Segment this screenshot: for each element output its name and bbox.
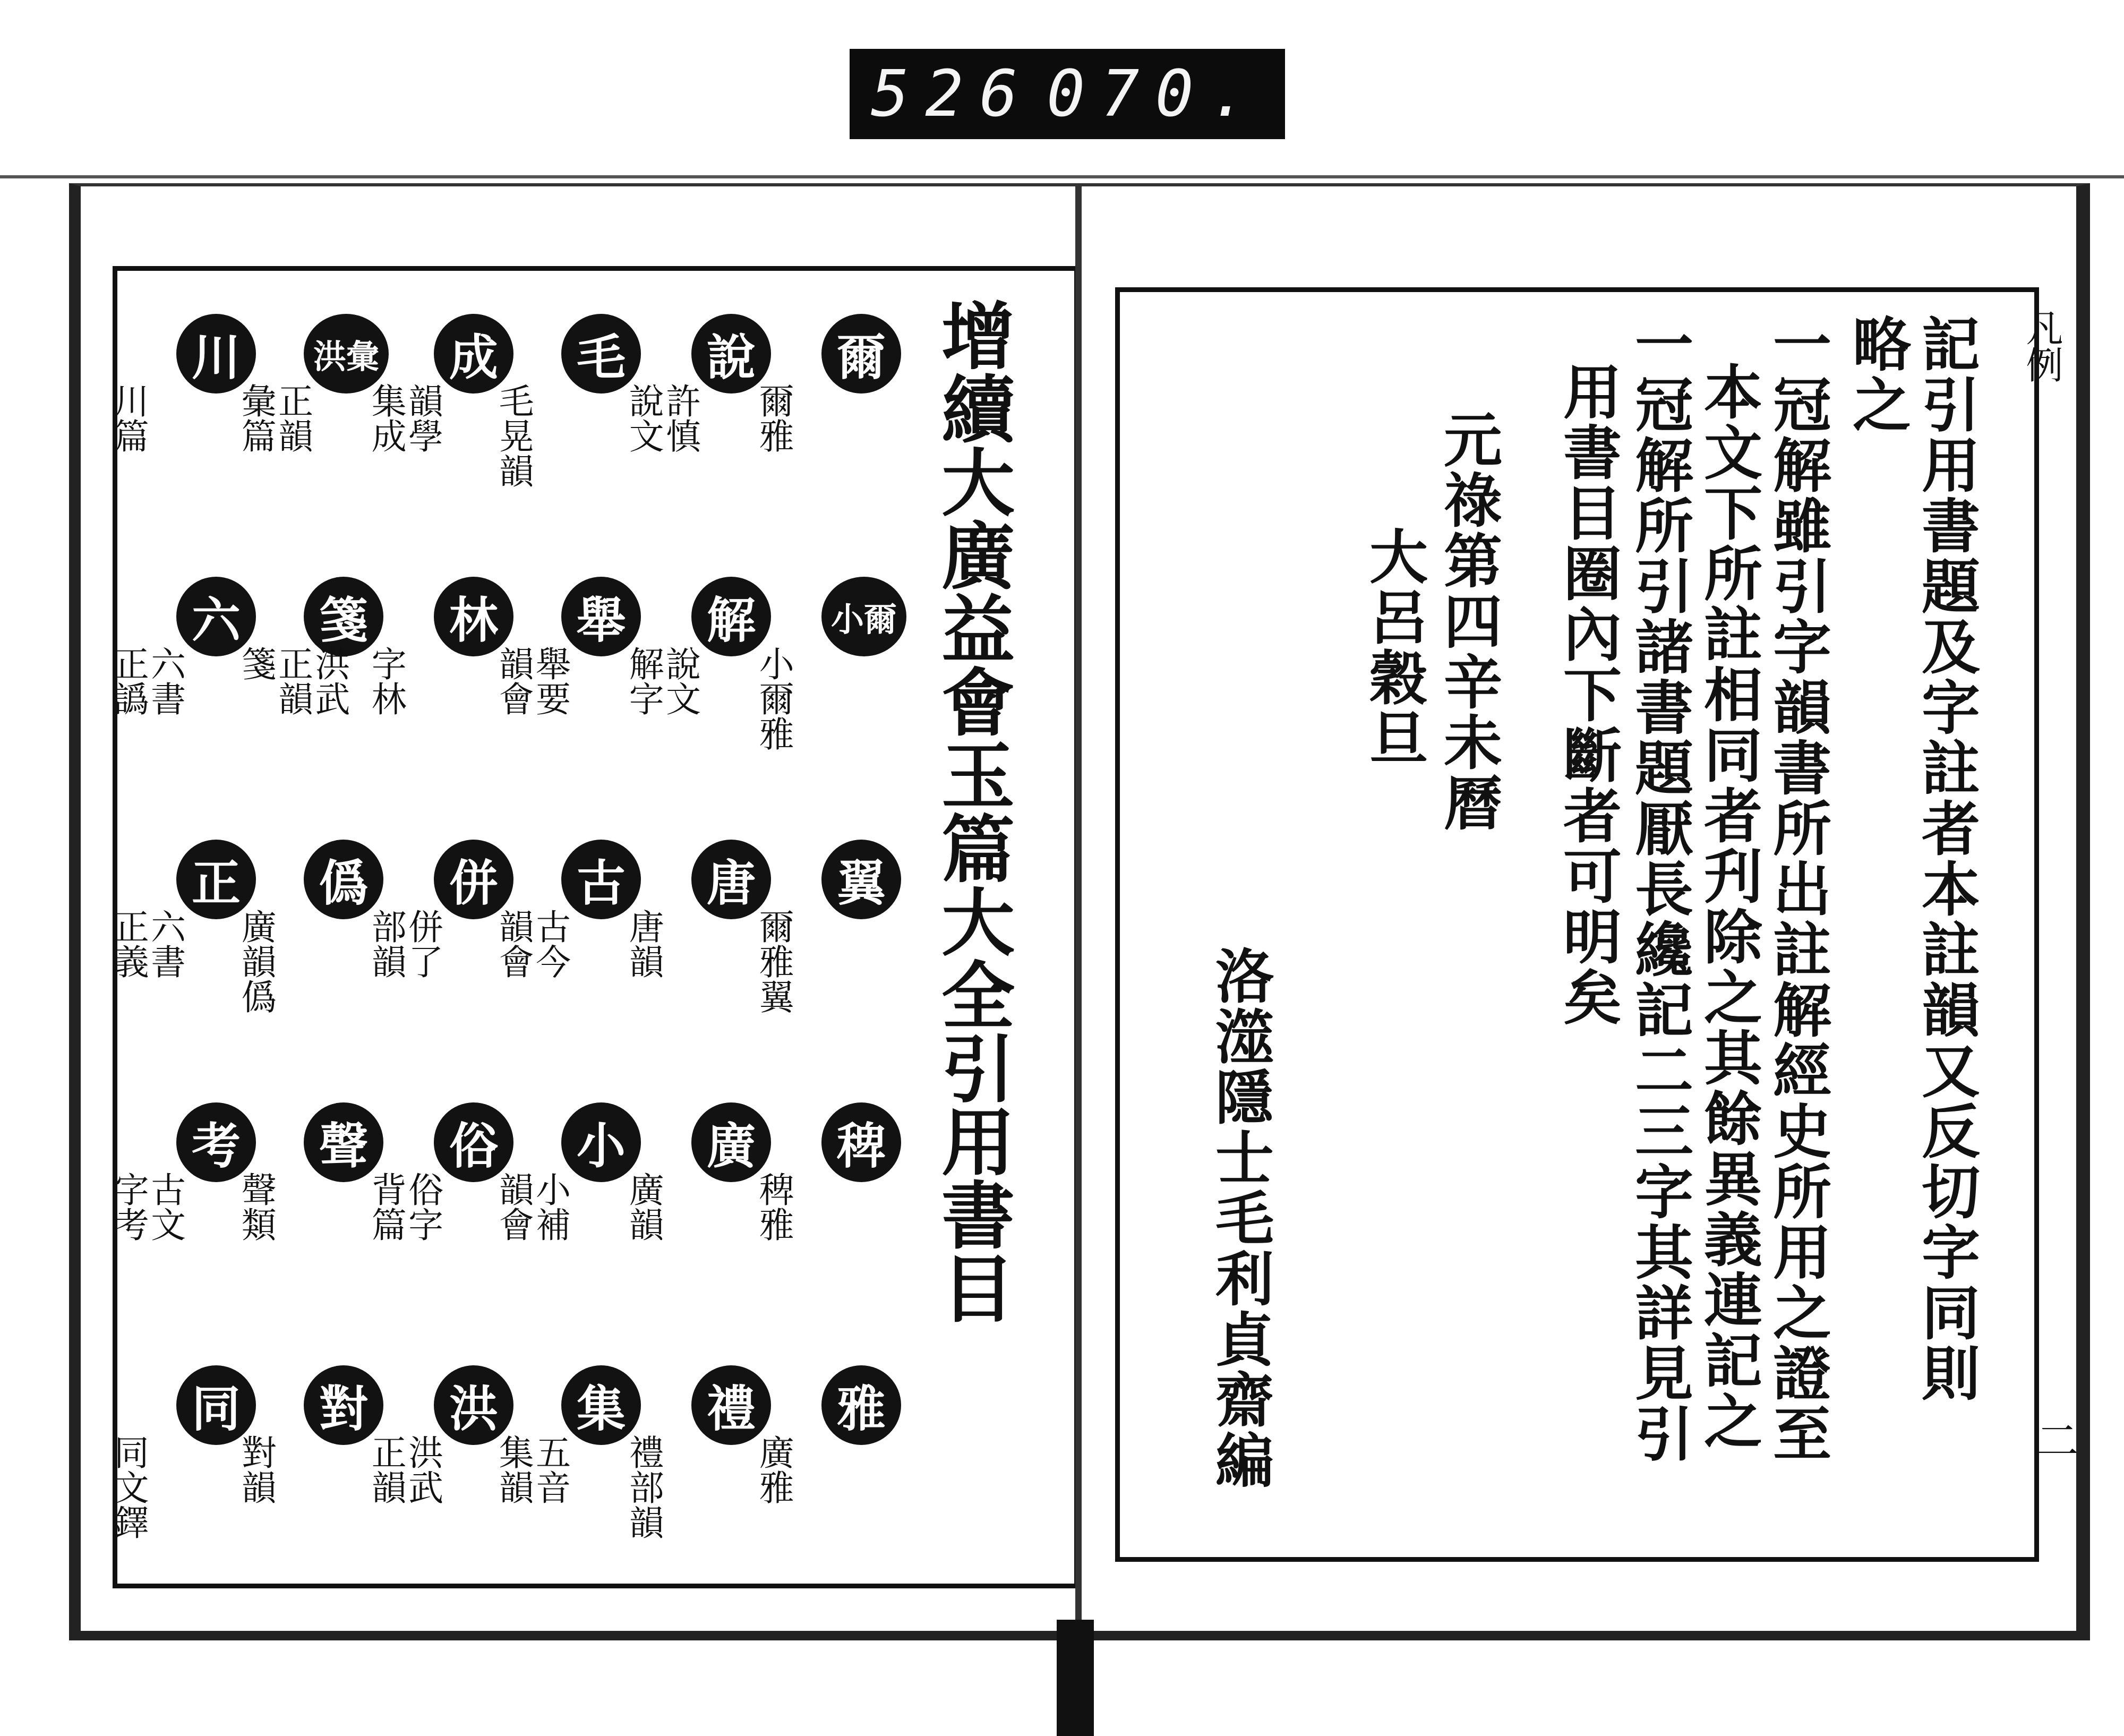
catalog-number-left: 526 bbox=[871, 57, 1034, 131]
book-name: 稗雅 bbox=[753, 1171, 794, 1242]
seal-mark: 稗 bbox=[821, 1102, 901, 1182]
seal-mark: 聲 bbox=[304, 1102, 383, 1182]
binding-strip bbox=[1057, 1620, 1094, 1736]
seal-mark: 六 bbox=[176, 577, 256, 656]
left-page bbox=[69, 183, 1090, 1640]
seal-mark: 翼 bbox=[821, 840, 901, 919]
book-name: 五音集韻 bbox=[493, 1434, 571, 1504]
page-number: 二 bbox=[2029, 1418, 2078, 1461]
book-list-title: 增續大廣益會玉篇大全引用書目 bbox=[929, 298, 1016, 1324]
book-name: 俗字背篇 bbox=[365, 1171, 443, 1242]
seal-mark: 僞 bbox=[304, 840, 383, 919]
seal-mark: 正 bbox=[176, 840, 256, 919]
seal-mark: 洪彙 bbox=[304, 314, 389, 394]
preface-column: 略之 bbox=[1843, 314, 1912, 435]
book-name: 廣韻僞 bbox=[235, 909, 277, 1014]
book-name: 古文字考 bbox=[108, 1171, 186, 1242]
seal-mark: 考 bbox=[176, 1102, 256, 1182]
scan-edge-line bbox=[0, 175, 2124, 178]
seal-mark: 古 bbox=[561, 840, 641, 919]
book-name: 廣韻 bbox=[623, 1171, 664, 1242]
editor-signature: 洛澨隱士毛利貞齋編 bbox=[1206, 946, 1274, 1491]
seal-mark: 小爾 bbox=[821, 577, 906, 656]
open-book bbox=[69, 183, 2076, 1628]
catalog-number-right: 070. bbox=[1047, 57, 1264, 131]
book-name: 唐韻 bbox=[623, 909, 664, 979]
seal-mark: 對 bbox=[304, 1365, 383, 1445]
book-name: 正韻彙篇 bbox=[235, 383, 313, 453]
seal-mark: 爾 bbox=[821, 314, 901, 394]
book-name: 六書正義 bbox=[108, 909, 186, 979]
catalog-label bbox=[850, 49, 1285, 139]
book-name: 毛晃韻 bbox=[493, 383, 534, 488]
book-spine bbox=[1075, 183, 1082, 1649]
book-name: 六書正譌 bbox=[108, 646, 186, 716]
preface-column: 用書目圈內下斷者可明矣 bbox=[1554, 362, 1622, 1028]
preface-column: 一冠解所引諸書題厭長纔記二三字其詳見引 bbox=[1625, 314, 1694, 1464]
book-name: 對韻 bbox=[235, 1434, 277, 1504]
book-name: 廣雅 bbox=[753, 1434, 794, 1504]
book-name: 小補韻會 bbox=[493, 1171, 571, 1242]
seal-mark: 說 bbox=[691, 314, 771, 394]
preface-column: 一冠解雖引字韻書所出註解經史所用之證至 bbox=[1763, 314, 1832, 1464]
seal-mark: 舉 bbox=[561, 577, 641, 656]
seal-mark: 解 bbox=[691, 577, 771, 656]
seal-mark: 唐 bbox=[691, 840, 771, 919]
book-name: 許慎說文 bbox=[623, 383, 701, 453]
book-name: 洪武正韻 bbox=[365, 1434, 443, 1504]
right-page bbox=[1078, 183, 2090, 1640]
seal-mark: 俗 bbox=[434, 1102, 513, 1182]
seal-mark: 箋 bbox=[304, 577, 383, 656]
seal-mark: 成 bbox=[434, 314, 513, 394]
preface-column: 本文下所註相同者刋除之其餘異義連記之 bbox=[1694, 362, 1763, 1451]
book-name: 併了部韻 bbox=[365, 909, 443, 979]
seal-mark: 廣 bbox=[691, 1102, 771, 1182]
seal-mark: 雅 bbox=[821, 1365, 901, 1445]
seal-mark: 毛 bbox=[561, 314, 641, 394]
header-mark: 凡例 bbox=[2020, 309, 2063, 383]
seal-mark: 川 bbox=[176, 314, 256, 394]
seal-mark: 小 bbox=[561, 1102, 641, 1182]
book-name: 聲類 bbox=[235, 1171, 277, 1242]
preface-column: 記引用書題及字註者本註韻又反切字同則 bbox=[1912, 314, 1981, 1404]
seal-mark: 洪 bbox=[434, 1365, 513, 1445]
book-name: 古今韻會 bbox=[493, 909, 571, 979]
book-name: 禮部韻 bbox=[623, 1434, 664, 1540]
seal-mark: 同 bbox=[176, 1365, 256, 1445]
book-name: 川篇 bbox=[108, 383, 149, 453]
book-name: 爾雅 bbox=[753, 383, 794, 453]
book-name: 爾雅翼 bbox=[753, 909, 794, 1014]
book-name: 同文鐸 bbox=[108, 1434, 149, 1540]
seal-mark: 林 bbox=[434, 577, 513, 656]
book-name: 小爾雅 bbox=[753, 646, 794, 751]
date-line: 大呂穀旦 bbox=[1360, 526, 1428, 768]
book-name: 說文解字 bbox=[623, 646, 701, 716]
seal-mark: 併 bbox=[434, 840, 513, 919]
book-name: 舉要韻會 bbox=[493, 646, 571, 716]
date-line: 元祿第四辛未曆 bbox=[1434, 409, 1503, 833]
book-name: 韻學集成 bbox=[365, 383, 443, 453]
seal-mark: 集 bbox=[561, 1365, 641, 1445]
book-name: 字林 bbox=[365, 646, 407, 716]
book-name: 洪武正韻箋 bbox=[235, 646, 350, 716]
seal-mark: 禮 bbox=[691, 1365, 771, 1445]
